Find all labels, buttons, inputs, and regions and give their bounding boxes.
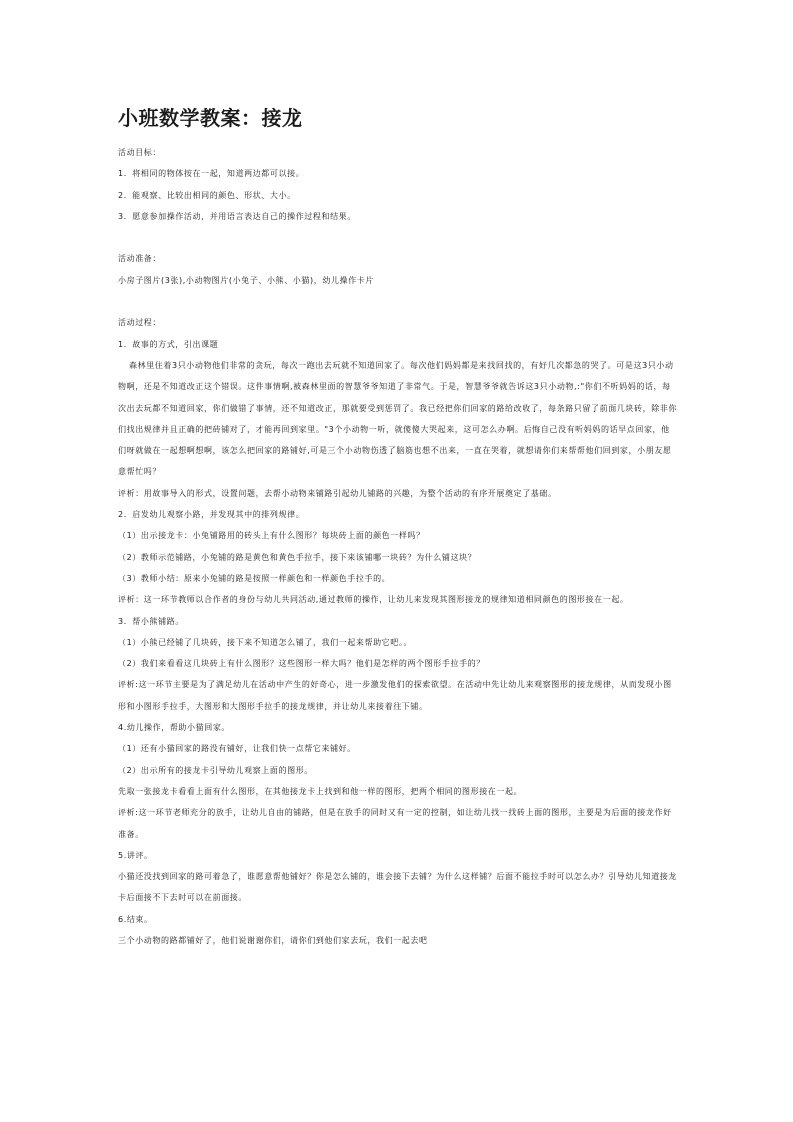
process-paragraph: 评析:这一环节主要是为了满足幼儿在活动中产生的好奇心，进一步激发他们的探索欲望。在活动中先让幼儿来观察图形的接龙规律，从而发现小图形和小图形手拉手，大图形和大图形手拉手的接龙规律，并让幼儿来接着往下铺。 <box>118 680 672 711</box>
process-paragraph: 5.讲评。 <box>118 850 153 860</box>
spacer <box>118 291 678 312</box>
process-paragraph: 评析：这一环节教师以合作者的身份与幼儿共同活动,通过教师的操作，让幼儿来发现其图形接龙的规律知道相同颜色的图形接在一起。 <box>118 595 629 605</box>
preparation-heading: 活动准备： <box>118 254 161 264</box>
process-paragraph: 小猫还没找到回家的路可着急了，谁愿意帮他铺好？你是怎么铺的，谁会接下去铺？为什么这样铺？后面不能拉手时可以怎么办？引导幼儿知道接龙卡后面接不下去时可以在前面接。 <box>118 872 677 903</box>
process-paragraph: 6.结束。 <box>118 914 153 924</box>
process-paragraph: （2）出示所有的接龙卡引导幼儿观察上面的图形。 <box>118 765 313 775</box>
preparation-text: 小房子图片(3张),小动物图片(小兔子、小熊、小猫)，幼儿操作卡片 <box>118 275 374 285</box>
process-paragraph: （1）出示接龙卡：小兔铺路用的砖头上有什么图形？每块砖上面的颜色一样吗？ <box>118 531 425 541</box>
process-paragraph: 3．帮小熊铺路。 <box>118 616 184 626</box>
process-paragraph: 评析:这一环节老师充分的放手，让幼儿自由的铺路，但是在放手的同时又有一定的控制，如让幼儿找一找砖上面的图形，主要是为后面的接龙作好准备。 <box>118 808 672 839</box>
process-paragraph: （3）教师小结：原来小兔铺的路是按照一样颜色和一样颜色手拉手的。 <box>118 573 391 583</box>
story-paragraph: 森林里住着3只小动物他们非常的贪玩，每次一跑出去玩就不知道回家了。每次他们妈妈都是来找回找的，有好几次都急的哭了。可是这3只小动物啊，还是不知道改正这个错误。这件事情啊,被森林里面的智慧爷爷知道了非常气。于是，智慧爷爷就告诉这3只小动物,:"你们不听妈妈的话，每次出去玩都不知道回家，你们做错了事情，还不知道改正，那就要受到惩罚了。我已经把你们回家的路给改收了，每条路只留了前面几块砖，除非你们找出规律并且正确的把砖铺对了，才能再回到家里。"3个小动物一听，就傻傻大哭起来，这可怎么办啊。后悔自己没有听妈妈的话早点回家，他们呀就做在一起想啊想啊，该怎么把回家的路铺好,可是三个小动物伤透了脑筋也想不出来，一直在哭着，就想请你们来帮帮他们回到家，小朋友愿意帮忙吗？ <box>118 360 677 477</box>
process-paragraph: （1）还有小猫回家的路没有铺好，让我们快一点帮它来铺好。 <box>118 744 356 754</box>
process-heading: 活动过程： <box>118 318 161 328</box>
spacer <box>118 227 678 248</box>
process-paragraph: （1）小熊已经铺了几块砖，接下来不知道怎么铺了，我们一起来帮助它吧。。 <box>118 637 413 647</box>
process-paragraph: 1．故事的方式，引出课题 <box>118 339 219 349</box>
process-paragraph: （2）教师示范铺路，小兔铺的路是黄色和黄色手拉手，接下来该铺哪一块砖？为什么铺这块？ <box>118 552 477 562</box>
document-page <box>118 104 678 951</box>
objective-item: 2．能观察、比较出相同的颜色、形状、大小。 <box>118 190 296 200</box>
page-title: 小班数学教案：接龙 <box>118 106 303 130</box>
process-paragraph: 三个小动物的路都铺好了，他们说谢谢你们，请你们到他们家去玩，我们一起去吧 <box>118 935 428 945</box>
process-paragraph: 评析：用故事导入的形式，设置问题，去帮小动物来铺路引起幼儿铺路的兴趣，为整个活动的有序开展奠定了基础。 <box>118 488 557 498</box>
objective-item: 1．将相同的物体按在一起，知道两边都可以接。 <box>118 169 305 179</box>
process-paragraph: （2）我们来看看这几块砖上有什么图形？这些图形一样大吗？他们是怎样的两个图形手拉手的？ <box>118 659 485 669</box>
objectives-heading: 活动目标： <box>118 148 161 157</box>
process-paragraph: 4.幼儿操作，帮助小猫回家。 <box>118 723 231 733</box>
process-paragraph: 先取一张接龙卡看看上面有什么图形，在其他接龙卡上找到和他一样的图形，把两个相同的图形接在一起。 <box>118 786 523 796</box>
process-paragraph: 2．启发幼儿观察小路，并发现其中的排列规律。 <box>118 510 305 520</box>
objective-item: 3．愿意参加操作活动，并用语言表达自己的操作过程和结果。 <box>118 211 356 221</box>
